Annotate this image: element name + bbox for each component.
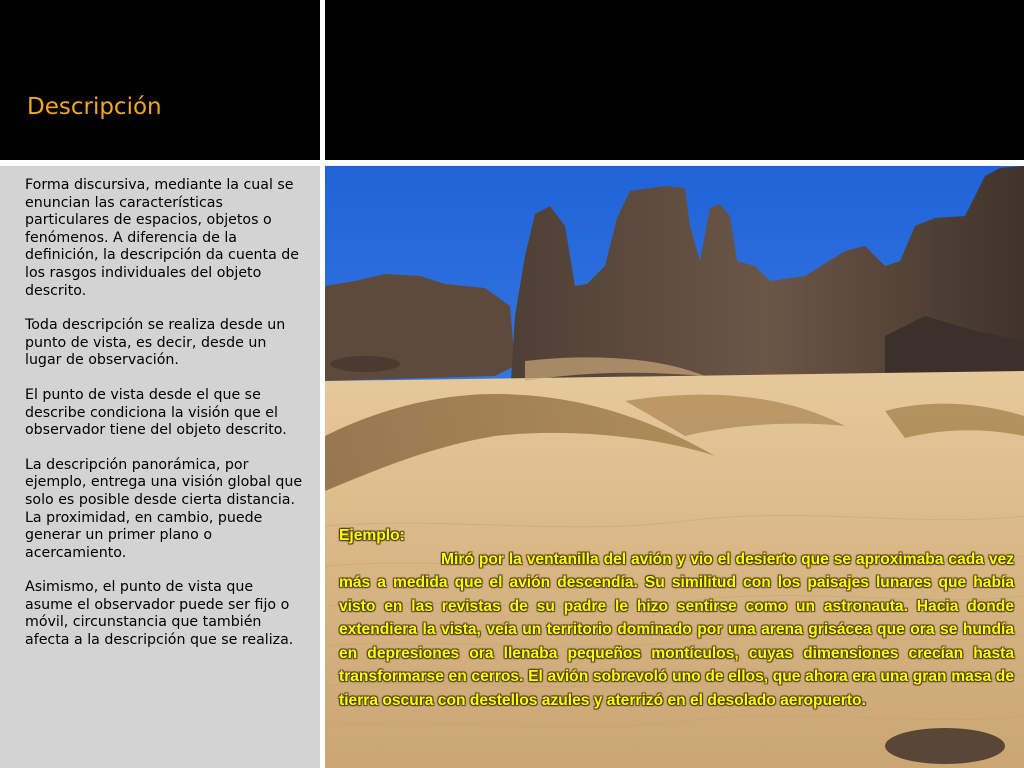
title-panel — [0, 0, 320, 160]
sidebar-paragraph-3: El punto de vista desde el que se describe condiciona la visión que el observador tiene del objeto descrito. — [25, 386, 287, 439]
sidebar-paragraph-4: La descripción panorámica, por ejemplo, entrega una visión global que solo es posible desde cierta distancia. La proximidad, en cambio, puede generar un primer plano o acercamiento. — [25, 456, 303, 561]
sidebar-paragraph-2: Toda descripción se realiza desde un punto de vista, es decir, desde un lugar de observación. — [25, 317, 286, 369]
example-block — [339, 524, 1014, 712]
sidebar-panel — [0, 166, 320, 768]
sidebar-paragraph-1: Forma discursiva, mediante la cual se enuncian las características particulares de espacios, objetos o fenómenos. A diferencia de la definición, la descripción da cuenta de los rasgos individuales del objeto descrito. — [25, 177, 300, 299]
sidebar-text — [25, 177, 305, 667]
slide-title: Descripción — [27, 94, 162, 120]
example-label: Ejemplo: — [339, 527, 405, 544]
sidebar-paragraph-5: Asimismo, el punto de vista que asume el observador puede ser fijo o móvil, circunstancia que también afecta a la descripción que se realiza. — [25, 579, 294, 649]
header-right-panel — [325, 0, 1024, 160]
example-text: Miró por la ventanilla del avión y vio el desierto que se aproximaba cada vez más a medida que el avión descendía. Su similitud con los paisajes lunares que había visto en las revistas de su padre le hizo sentirse como un astronauta. Hacia donde extendiera la vista, veía un territorio dominado por una arena grisácea que ora se hundía en depresiones ora llenaba pequeños montículos, cuyas dimensiones crecían hasta transformarse en cerros. El avión sobrevoló uno de ellos, que ahora era una gran masa de tierra oscura con destellos azules y aterrizó en el desolado aeropuerto. — [339, 550, 1014, 709]
